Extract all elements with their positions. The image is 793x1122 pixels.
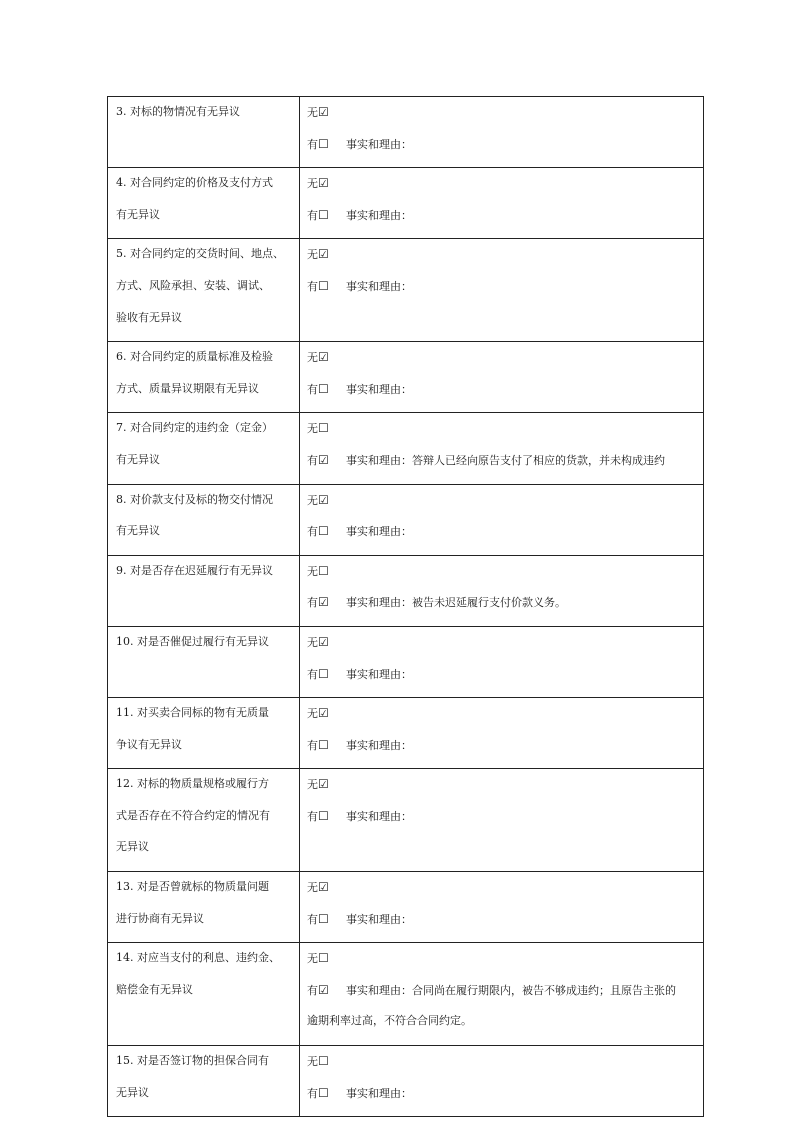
facts-reasons-label: 事实和理由：: [346, 208, 412, 222]
has-objection-label: 有: [307, 667, 318, 681]
no-objection-line: [307, 420, 703, 452]
has-objection-label: 有: [307, 983, 318, 997]
question-text: 8. 对价款支付及标的物交付情况: [116, 492, 273, 506]
question-text: 6. 对合同约定的质量标准及检验: [116, 350, 273, 364]
no-objection-checkbox[interactable]: ☐: [318, 951, 329, 966]
no-objection-line: [307, 349, 703, 381]
question-cell: [108, 97, 300, 168]
form-row: [108, 97, 704, 168]
no-objection-line: [307, 246, 703, 278]
has-objection-checkbox[interactable]: ☐: [318, 737, 329, 752]
question-cell: [108, 168, 300, 239]
question-cell: [108, 239, 300, 342]
question-cell: [108, 555, 300, 626]
no-objection-label: 无: [307, 422, 318, 436]
has-objection-checkbox[interactable]: ☐: [318, 666, 329, 681]
no-objection-label: 无: [307, 778, 318, 792]
answer-cell: [300, 484, 704, 555]
form-row: [108, 413, 704, 484]
question-text: 15. 对是否签订物的担保合同有: [116, 1054, 269, 1068]
has-objection-checkbox[interactable]: ☐: [318, 207, 329, 222]
facts-reasons-label: 事实和理由：: [346, 912, 412, 926]
question-text: 14. 对应当支付的利息、违约金、: [116, 951, 280, 965]
no-objection-line: [307, 492, 703, 524]
question-text: 方式、质量异议期限有无异议: [116, 381, 259, 395]
no-objection-label: 无: [307, 564, 318, 578]
question-text: 有无异议: [116, 524, 160, 538]
form-row: [108, 872, 704, 943]
no-objection-checkbox[interactable]: ☑: [318, 176, 329, 191]
question-text: 7. 对合同约定的违约金（定金）: [116, 421, 273, 435]
question-text: 无异议: [116, 840, 149, 854]
no-objection-label: 无: [307, 1055, 318, 1069]
question-text: 式是否存在不符合约定的情况有: [116, 808, 270, 822]
has-objection-label: 有: [307, 382, 318, 396]
has-objection-line: [307, 136, 703, 168]
facts-reasons-label: 事实和理由：: [346, 453, 412, 467]
question-text: 赔偿金有无异议: [116, 982, 193, 996]
has-objection-checkbox[interactable]: ☐: [318, 136, 329, 151]
no-objection-label: 无: [307, 177, 318, 191]
question-text: 3. 对标的物情况有无异议: [116, 105, 240, 118]
answer-cell: [300, 698, 704, 769]
has-objection-line: [307, 207, 703, 239]
no-objection-line: [307, 950, 703, 982]
objection-form-table: [107, 96, 704, 1117]
question-text: 10. 对是否催促过履行有无异议: [116, 634, 269, 648]
question-text: 11. 对买卖合同标的物有无质量: [116, 706, 269, 720]
has-objection-line: [307, 666, 703, 698]
question-text: 验收有无异议: [116, 310, 182, 324]
has-objection-label: 有: [307, 453, 318, 467]
question-cell: [108, 626, 300, 697]
question-text: 13. 对是否曾就标的物质量问题: [116, 880, 269, 894]
has-objection-line: [307, 982, 703, 1014]
answer-cell: [300, 97, 704, 168]
no-objection-line: [307, 879, 703, 911]
no-objection-line: [307, 776, 703, 808]
facts-reasons-label: 事实和理由：: [346, 809, 412, 823]
no-objection-checkbox[interactable]: ☑: [318, 880, 329, 895]
facts-reasons-label: 事实和理由：: [346, 596, 412, 610]
no-objection-label: 无: [307, 635, 318, 649]
answer-cell: [300, 1046, 704, 1117]
no-objection-checkbox[interactable]: ☐: [318, 563, 329, 578]
facts-reasons-label: 事实和理由：: [346, 738, 412, 752]
answer-cell: [300, 872, 704, 943]
answer-cell: [300, 626, 704, 697]
question-text: 争议有无异议: [116, 737, 182, 751]
question-text: 有无异议: [116, 452, 160, 466]
no-objection-label: 无: [307, 106, 318, 119]
question-cell: [108, 1046, 300, 1117]
has-objection-line: [307, 808, 703, 840]
no-objection-label: 无: [307, 952, 318, 966]
facts-reasons-text[interactable]: 逾期利率过高，不符合合同约定。: [307, 1014, 472, 1028]
has-objection-label: 有: [307, 279, 318, 293]
has-objection-checkbox[interactable]: ☐: [318, 808, 329, 823]
form-row: [108, 342, 704, 413]
question-cell: [108, 413, 300, 484]
facts-reasons-text[interactable]: 被告未迟延履行支付价款义务。: [412, 596, 566, 610]
no-objection-line: [307, 563, 703, 595]
has-objection-line: [307, 737, 703, 769]
has-objection-label: 有: [307, 1086, 318, 1100]
no-objection-checkbox[interactable]: ☑: [318, 247, 329, 262]
has-objection-label: 有: [307, 912, 318, 926]
has-objection-checkbox[interactable]: ☑: [318, 452, 329, 467]
has-objection-label: 有: [307, 525, 318, 539]
no-objection-label: 无: [307, 881, 318, 895]
no-objection-line: [307, 104, 703, 136]
facts-reasons-text[interactable]: 答辩人已经向原告支付了相应的货款，并未构成违约: [412, 453, 665, 467]
question-text: 进行协商有无异议: [116, 911, 204, 925]
has-objection-checkbox[interactable]: ☑: [318, 595, 329, 610]
form-body: [108, 97, 704, 1117]
no-objection-label: 无: [307, 248, 318, 262]
answer-cell: [300, 413, 704, 484]
question-text: 12. 对标的物质量规格或履行方: [116, 777, 269, 791]
has-objection-checkbox[interactable]: ☐: [318, 1085, 329, 1100]
question-cell: [108, 943, 300, 1046]
has-objection-checkbox[interactable]: ☐: [318, 278, 329, 293]
form-row: [108, 168, 704, 239]
has-objection-line: [307, 911, 703, 943]
facts-reasons-label: 事实和理由：: [346, 525, 412, 539]
no-objection-checkbox[interactable]: ☑: [318, 777, 329, 792]
question-text: 9. 对是否存在迟延履行有无异议: [116, 563, 273, 577]
facts-reasons-label: 事实和理由：: [346, 382, 412, 396]
no-objection-label: 无: [307, 707, 318, 721]
answer-cell: [300, 168, 704, 239]
facts-reasons-text[interactable]: 合同尚在履行期限内，被告不够成违约；且原告主张的: [412, 983, 676, 997]
has-objection-checkbox[interactable]: ☐: [318, 524, 329, 539]
no-objection-line: [307, 705, 703, 737]
no-objection-checkbox[interactable]: ☑: [318, 634, 329, 649]
question-text: 4. 对合同约定的价格及支付方式: [116, 176, 273, 190]
question-cell: [108, 342, 300, 413]
answer-cell: [300, 342, 704, 413]
no-objection-checkbox[interactable]: ☑: [318, 105, 329, 119]
question-text: 方式、风险承担、安装、调试、: [116, 278, 270, 292]
no-objection-checkbox[interactable]: ☑: [318, 492, 329, 507]
question-text: 无异议: [116, 1085, 149, 1099]
answer-cell: [300, 943, 704, 1046]
no-objection-line: [307, 634, 703, 666]
no-objection-checkbox[interactable]: ☑: [318, 706, 329, 721]
facts-reasons-label: 事实和理由：: [346, 983, 412, 997]
no-objection-checkbox[interactable]: ☐: [318, 1054, 329, 1069]
question-cell: [108, 872, 300, 943]
question-text: 有无异议: [116, 207, 160, 221]
has-objection-label: 有: [307, 137, 318, 151]
has-objection-line: [307, 381, 703, 413]
has-objection-line: [307, 278, 703, 310]
has-objection-line: [307, 523, 703, 555]
form-row: [108, 769, 704, 872]
no-objection-checkbox[interactable]: ☑: [318, 350, 329, 365]
question-cell: [108, 484, 300, 555]
has-objection-line: [307, 1085, 703, 1117]
has-objection-label: 有: [307, 809, 318, 823]
form-row: [108, 943, 704, 1046]
has-objection-line: [307, 594, 703, 626]
has-objection-label: 有: [307, 208, 318, 222]
form-row: [108, 626, 704, 697]
no-objection-line: [307, 1053, 703, 1085]
has-objection-checkbox[interactable]: ☑: [318, 982, 329, 997]
form-row: [108, 484, 704, 555]
question-text: 5. 对合同约定的交货时间、地点、: [116, 247, 284, 261]
facts-reasons-label: 事实和理由：: [346, 667, 412, 681]
has-objection-label: 有: [307, 738, 318, 752]
answer-cell: [300, 555, 704, 626]
question-cell: [108, 698, 300, 769]
has-objection-label: 有: [307, 596, 318, 610]
answer-cell: [300, 769, 704, 872]
has-objection-checkbox[interactable]: ☐: [318, 911, 329, 926]
no-objection-label: 无: [307, 351, 318, 365]
answer-cell: [300, 239, 704, 342]
form-row: [108, 239, 704, 342]
form-row: [108, 555, 704, 626]
question-cell: [108, 769, 300, 872]
has-objection-line: [307, 452, 703, 484]
facts-reasons-label: 事实和理由：: [346, 1086, 412, 1100]
form-row: [108, 698, 704, 769]
no-objection-line: [307, 175, 703, 207]
has-objection-checkbox[interactable]: ☐: [318, 381, 329, 396]
no-objection-checkbox[interactable]: ☐: [318, 421, 329, 436]
facts-reasons-label: 事实和理由：: [346, 279, 412, 293]
facts-reasons-label: 事实和理由：: [346, 137, 412, 151]
no-objection-label: 无: [307, 493, 318, 507]
form-row: [108, 1046, 704, 1117]
